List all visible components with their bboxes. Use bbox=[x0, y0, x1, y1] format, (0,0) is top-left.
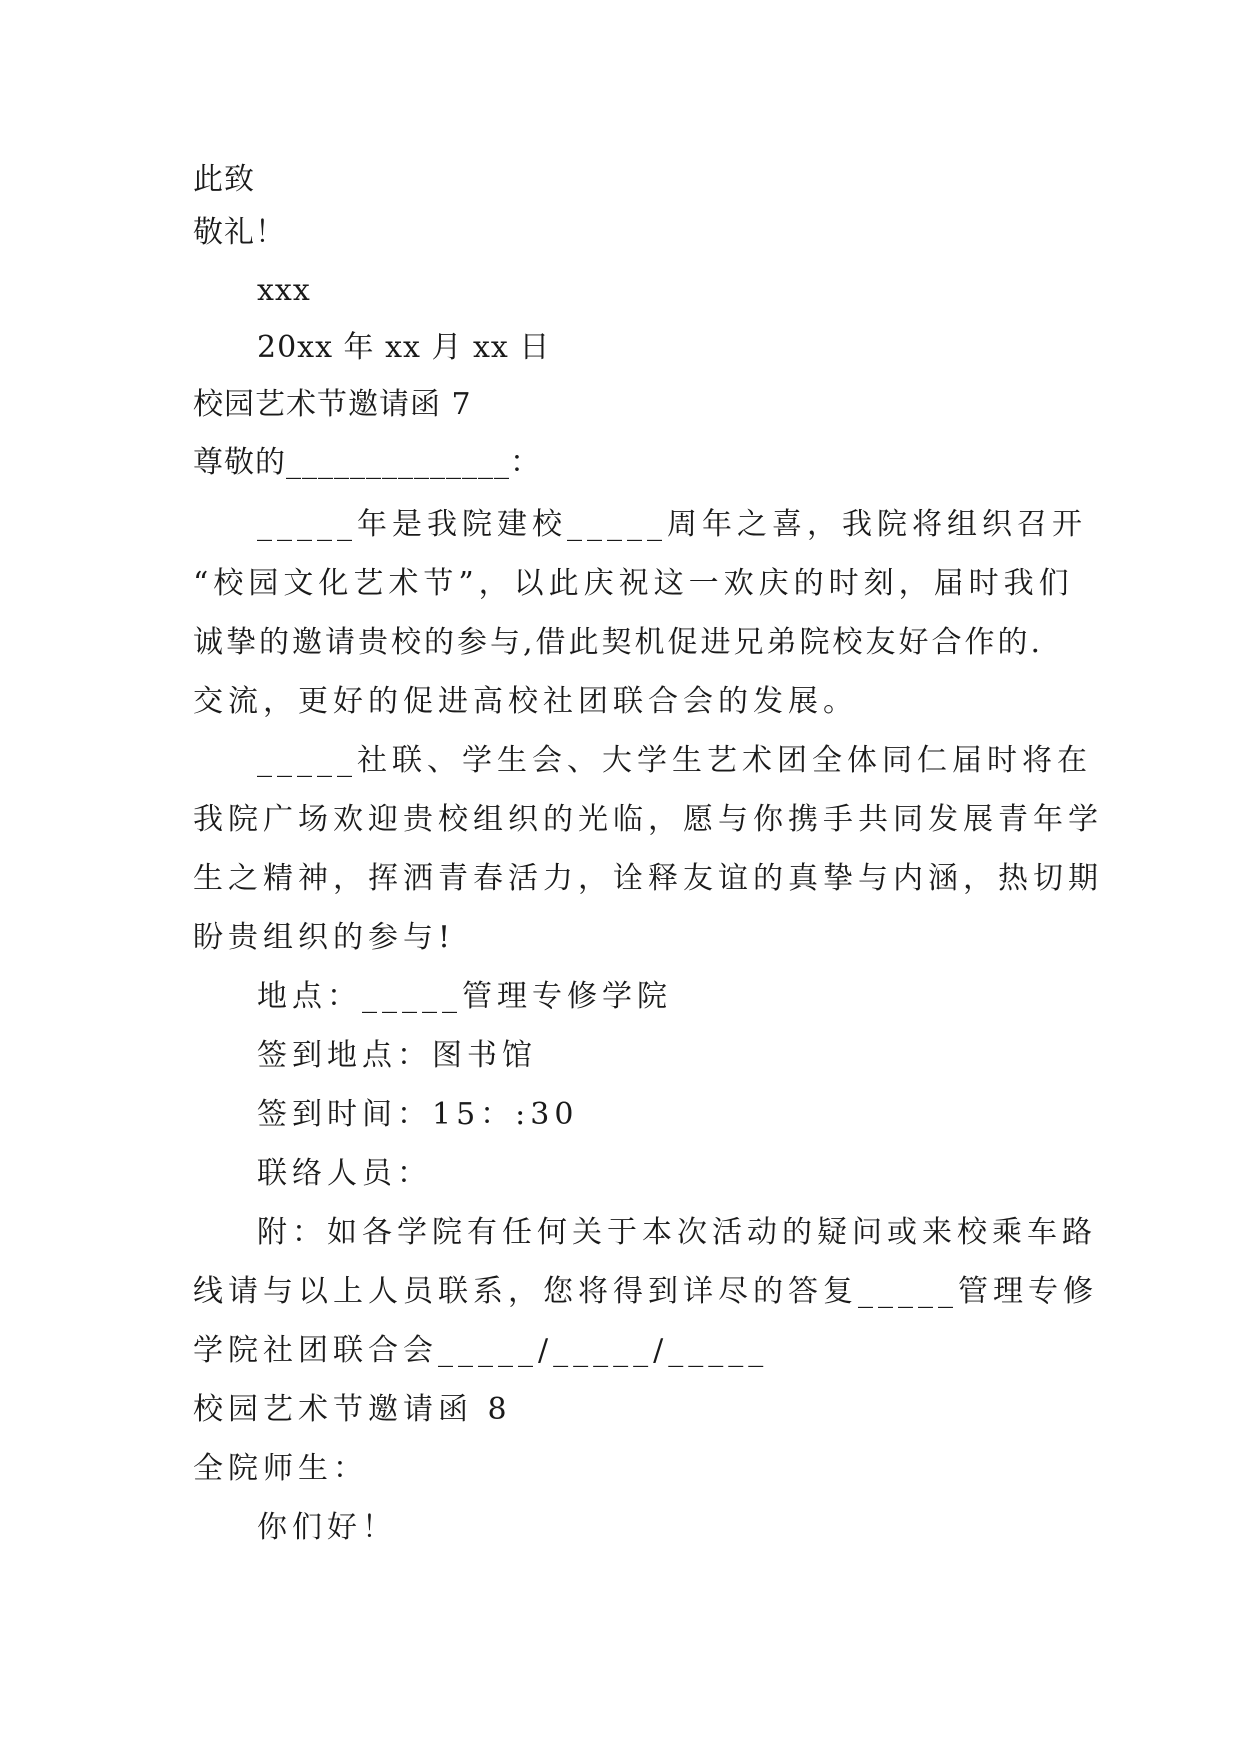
paragraph-line: _____社联、学生会、大学生艺术团全体同仁届时将在 bbox=[257, 743, 1092, 778]
closing-line-1: 此致 bbox=[193, 162, 255, 197]
document-page bbox=[193, 160, 1103, 1557]
paragraph-line: 生之精神，挥洒青春活力，诠释友谊的真挚与内涵，热切期 bbox=[193, 861, 1103, 896]
paragraph-line: 交流，更好的促进高校社团联合会的发展。 bbox=[193, 684, 858, 719]
letter7-salutation: 尊敬的______________： bbox=[193, 445, 541, 480]
paragraph-line: 盼贵组织的参与! bbox=[193, 920, 456, 955]
paragraph-line: 诚挚的邀请贵校的参与,借此契机促进兄弟院校友好合作的. bbox=[193, 625, 1044, 660]
event-location: 地点：_____管理专修学院 bbox=[257, 979, 672, 1014]
paragraph-line: “校园文化艺术节”，以此庆祝这一欢庆的时刻，届时我们 bbox=[193, 566, 1074, 601]
paragraph-line: 线请与以上人员联系，您将得到详尽的答复_____管理专修 bbox=[193, 1274, 1098, 1309]
signin-location: 签到地点：图书馆 bbox=[257, 1038, 537, 1073]
letter7-note bbox=[193, 1203, 1098, 1380]
letter8-greeting: 你们好！ bbox=[257, 1510, 397, 1545]
paragraph-line: 学院社团联合会_____/_____/_____ bbox=[193, 1333, 769, 1368]
letter7-paragraph-1 bbox=[193, 495, 1087, 731]
paragraph-line: _____年是我院建校_____周年之喜，我院将组织召开 bbox=[257, 507, 1087, 542]
contact-persons: 联络人员： bbox=[257, 1156, 432, 1191]
closing-line-2: 敬礼！ bbox=[193, 215, 286, 250]
letter7-paragraph-2 bbox=[193, 731, 1103, 967]
signer-name: xxx bbox=[257, 273, 311, 308]
letter7-details bbox=[193, 967, 1053, 1203]
paragraph-line: 附：如各学院有任何关于本次活动的疑问或来校乘车路 bbox=[257, 1215, 1097, 1250]
letter8-salutation: 全院师生： bbox=[193, 1451, 368, 1486]
signin-time: 签到时间：15：:30 bbox=[257, 1097, 579, 1132]
letter8-header bbox=[193, 1380, 1053, 1557]
letter-date: 20xx 年 xx 月 xx 日 bbox=[257, 330, 551, 365]
paragraph-line: 我院广场欢迎贵校组织的光临，愿与你携手共同发展青年学 bbox=[193, 802, 1103, 837]
letter7-title: 校园艺术节邀请函 7 bbox=[193, 387, 472, 422]
letter8-title: 校园艺术节邀请函 8 bbox=[193, 1392, 512, 1427]
